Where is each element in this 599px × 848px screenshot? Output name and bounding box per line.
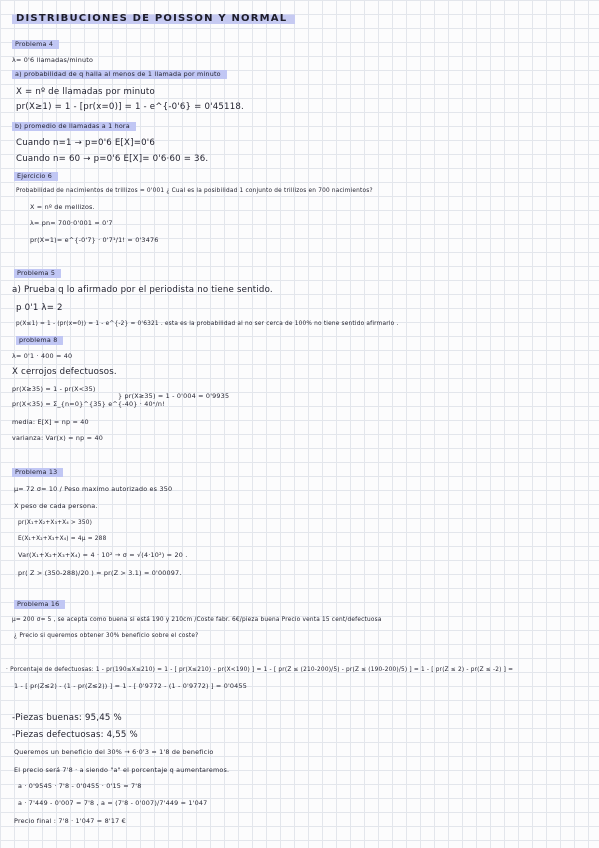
text-line: X = nº de mellizos. <box>30 203 95 211</box>
equation-line: Cuando n= 60 → p=0'6 E[X]= 0'6·60 = 36. <box>16 154 209 164</box>
equation-line: pr(X≥35) = 1 - pr(X<35) <box>12 385 96 393</box>
equation-line: λ= pn= 700·0'001 = 0'7 <box>30 219 113 227</box>
section-heading: Problema 16 <box>14 598 65 610</box>
equation-line: varianza: Var(x) = np = 40 <box>12 434 103 442</box>
equation-line: Cuando n=1 → p=0'6 E[X]=0'6 <box>16 138 155 148</box>
equation-line: a · 0'9545 · 7'8 - 0'0455 · 0'15 = 7'8 <box>18 782 142 790</box>
equation-line: pr(X=1)= e^{-0'7} · 0'7¹/1! = 0'3476 <box>30 236 159 244</box>
equation-line: pr( Z > (350-288)/20 ) = pr(Z > 3.1) = 0'00097. <box>18 569 182 577</box>
equation-line: 1 - [ pr(Z≤2) - (1 - pr(Z≤2)) ] = 1 - [ 0'9772 - (1 - 0'9772) ] = 0'0455 <box>14 682 247 690</box>
equation-line: p 0'1 λ= 2 <box>16 303 63 313</box>
equation-line: Var(X₁+X₂+X₃+X₄) = 4 · 10² → σ = √(4·10²) = 20 . <box>18 551 188 559</box>
section-heading: problema 8 <box>16 334 63 346</box>
text-line: El precio será 7'8 · a siendo "a" el porcentaje q aumentaremos. <box>14 766 230 774</box>
text-line: X cerrojos defectuosos. <box>12 367 117 377</box>
equation-line: λ= 0'1 · 400 = 40 <box>12 352 73 360</box>
text-line: p(X≤1) = 1 - (pr(x=0)) = 1 - e^{-2} = 0'6321 . esta es la probabilidad al no ser cerca de 100% no tiene sentido afirmarlo . <box>16 321 399 327</box>
equation-line: a · 7'449 - 0'007 = 7'8 , a = (7'8 - 0'007)/7'449 = 1'047 <box>18 799 208 807</box>
text-line: -Piezas buenas: 95,45 % <box>12 713 122 723</box>
text-line: ¿ Precio si queremos obtener 30% beneficio sobre el coste? <box>14 633 199 639</box>
section-heading: Problema 5 <box>14 267 61 279</box>
equation-line: pr(X₁+X₂+X₃+X₄ > 350) <box>18 520 93 526</box>
page-title: DISTRIBUCIONES DE POISSON Y NORMAL <box>12 12 295 25</box>
equation-line: media: E[X] = np = 40 <box>12 418 89 426</box>
equation-line: · Porcentaje de defectuosas: 1 - pr(190≤X≤210) = 1 - [ pr(X≤210) - pr(X<190) ] = 1 - [ pr(Z ≤ (210-200)/5) - pr(Z ≤ (190-200)/5) ] = 1 - [ pr(Z ≤ 2) - pr(Z ≤ -2) ] = <box>6 667 514 673</box>
text-line: λ= 0'6 llamadas/minuto <box>12 56 94 64</box>
text-line: X peso de cada persona. <box>14 502 98 510</box>
text-line: Queremos un beneficio del 30% → 6·0'3 = 1'8 de beneficio <box>14 748 214 756</box>
section-heading: a) probabilidad de q halla al menos de 1 llamada por minuto <box>12 68 227 80</box>
section-heading: Problema 13 <box>12 466 63 478</box>
text-line: Precio final : 7'8 · 1'047 = 8'17 € <box>14 817 126 825</box>
text-line: -Piezas defectuosas: 4,55 % <box>12 730 138 740</box>
section-heading: b) promedio de llamadas a 1 hora <box>12 120 136 132</box>
equation-line: } pr(X≥35) = 1 - 0'004 = 0'9935 <box>118 392 230 400</box>
text-line: a) Prueba q lo afirmado por el periodista no tiene sentido. <box>12 285 273 295</box>
section-heading: Problema 4 <box>12 38 59 50</box>
equation-line: pr(X<35) = Σ_{n=0}^{35} e^{-40} · 40ⁿ/n! <box>12 400 165 408</box>
section-heading: Ejercicio 6 <box>14 170 58 182</box>
text-line: μ= 72 σ= 10 / Peso maximo autorizado es 350 <box>14 485 173 493</box>
text-line: X = nº de llamadas por minuto <box>16 87 155 97</box>
equation-line: pr(X≥1) = 1 - [pr(x=0)] = 1 - e^{-0'6} = 0'45118. <box>16 102 244 112</box>
equation-line: E(X₁+X₂+X₃+X₄) = 4μ = 288 <box>18 536 107 542</box>
text-line: Probabilidad de nacimientos de trillizos = 0'001 ¿ Cual es la posibilidad 1 conjunto de trillizos en 700 nacimientos? <box>16 188 373 194</box>
text-line: μ= 200 σ= 5 , se acepta como buena si está 190 y 210cm /Coste fabr. 6€/pieza buena Precio venta 15 cent/defectuosa <box>12 617 382 623</box>
